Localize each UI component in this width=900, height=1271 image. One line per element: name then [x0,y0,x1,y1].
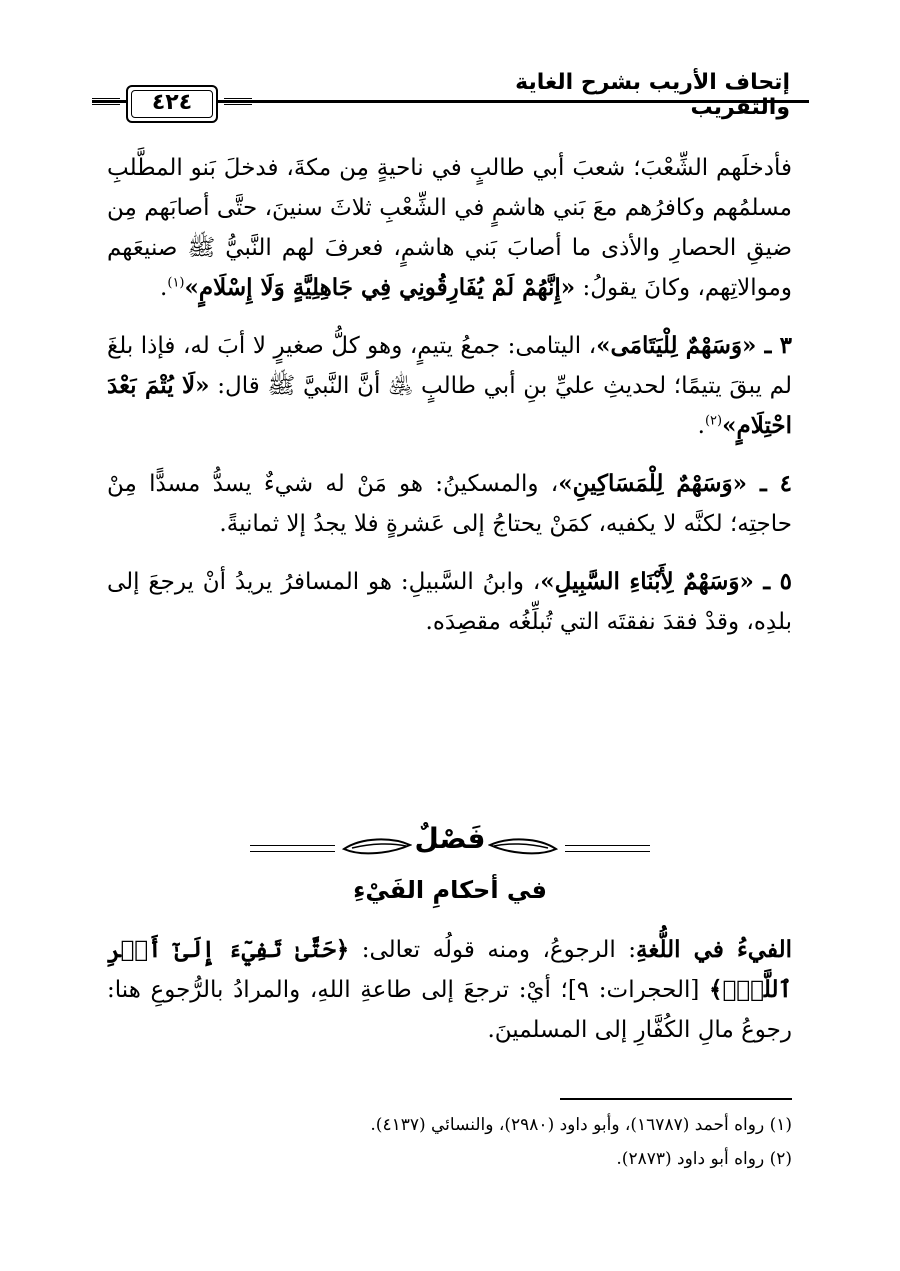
item-heading: ٣ ـ «وَسَهْمٌ لِلْيَتَامَى» [596,332,792,359]
paragraph-3 [107,464,792,544]
section-subtitle: في أحكامِ الفَيْءِ [353,876,547,904]
frame-lines-right [224,98,252,105]
section-title: فَصْلٌ [414,822,486,855]
main-text [107,148,792,660]
quran-quote: ﴿حَتَّىٰ تَفِيٓءَ إِلَىٰٓ أَمۡرِ ٱللَّهِۚ﴾ [107,936,792,1003]
footnote-ref: (٢) [704,413,723,429]
hadith-quote: «لَا يُتْمَ بَعْدَ احْتِلَامٍ» [107,372,792,439]
ornament-line-right [565,845,650,852]
page-number: ٤٢٤ [126,85,218,123]
item-heading: ٤ ـ «وَسَهْمٌ لِلْمَسَاكِينِ» [558,470,792,497]
text-segment: ، والمسكينُ: هو مَنْ له شيءٌ يسدُّ مسدًّا مِنْ حاجتِه؛ لكنَّه لا يكفيه، كمَنْ يحتاجُ إلى عَشرةٍ فلا يجدُ إلا ثمانيةً. [107,471,792,537]
footnote-ref: (١) [167,275,185,291]
section-text [107,930,792,1050]
frame-lines-left [92,98,120,105]
paragraph-4 [107,562,792,642]
paragraph-5 [107,930,792,1050]
footnotes [107,1108,792,1176]
ornament-line-left [250,845,335,852]
text-segment: . [697,413,705,439]
footnote-1: (١) رواه أحمد (١٦٧٨٧)، وأبو داود (٢٩٨٠)، والنسائي (٤١٣٧). [370,1115,792,1135]
footnote-separator [560,1098,792,1100]
footnote-2: (٢) رواه أبو داود (٢٨٧٣). [616,1149,792,1169]
paragraph-1 [107,148,792,308]
text-segment: . [160,275,168,301]
hadith-quote: «إِنَّهُمْ لَمْ يُفَارِقُونِي فِي جَاهِلِيَّةٍ وَلَا إِسْلَامٍ» [184,274,576,301]
text-segment: فأدخلَهم الشِّعْبَ؛ شعبَ أبي طالبٍ في ناحيةٍ مِن مكةَ، فدخلَ بَنو المطَّلبِ مسلمُهم وكافرُهم معَ بَني هاشمٍ في الشِّعْبِ ثلاثَ سنينَ، حتَّى أصابَهم مِن ضيقِ الحصارِ والأذى ما أصابَ بَني هاشمٍ، فعرفَ لهم النَّبيُّ ﷺ صنيعَهم وموالاتِهم، وكانَ يقولُ: [107,155,792,301]
running-title: إتحاف الأريب بشرح الغاية والتقريب [515,70,790,120]
text-segment: ، وابنُ السَّبيلِ: هو المسافرُ يريدُ أنْ يرجعَ إلى بلدِه، وقدْ فقدَ نفقتَه التي تُبلِّغُه مقصِدَه. [107,569,792,635]
text-segment: : الرجوعُ، ومنه قولُه تعالى: [349,937,637,963]
text-segment: [الحجرات: ٩]؛ أيْ: ترجعَ إلى طاعةِ اللهِ، والمرادُ بالرُّجوعِ هنا: رجوعُ مالِ الكُفَّارِ إلى المسلمينَ. [107,977,792,1043]
page-number-frame [92,83,252,123]
paragraph-2 [107,326,792,446]
term-heading: الفيءُ في اللُّغةِ [636,936,792,963]
item-heading: ٥ ـ «وَسَهْمٌ لِأَبْنَاءِ السَّبِيلِ» [540,568,792,595]
text-segment: ، اليتامى: جمعُ يتيمٍ، وهو كلُّ صغيرٍ لا أبَ له، فإذا بلغَ لم يبقَ يتيمًا؛ لحديثِ عليِّ بنِ أبي طالبٍ ﵁ أنَّ النَّبيَّ ﷺ قال: [107,333,792,399]
